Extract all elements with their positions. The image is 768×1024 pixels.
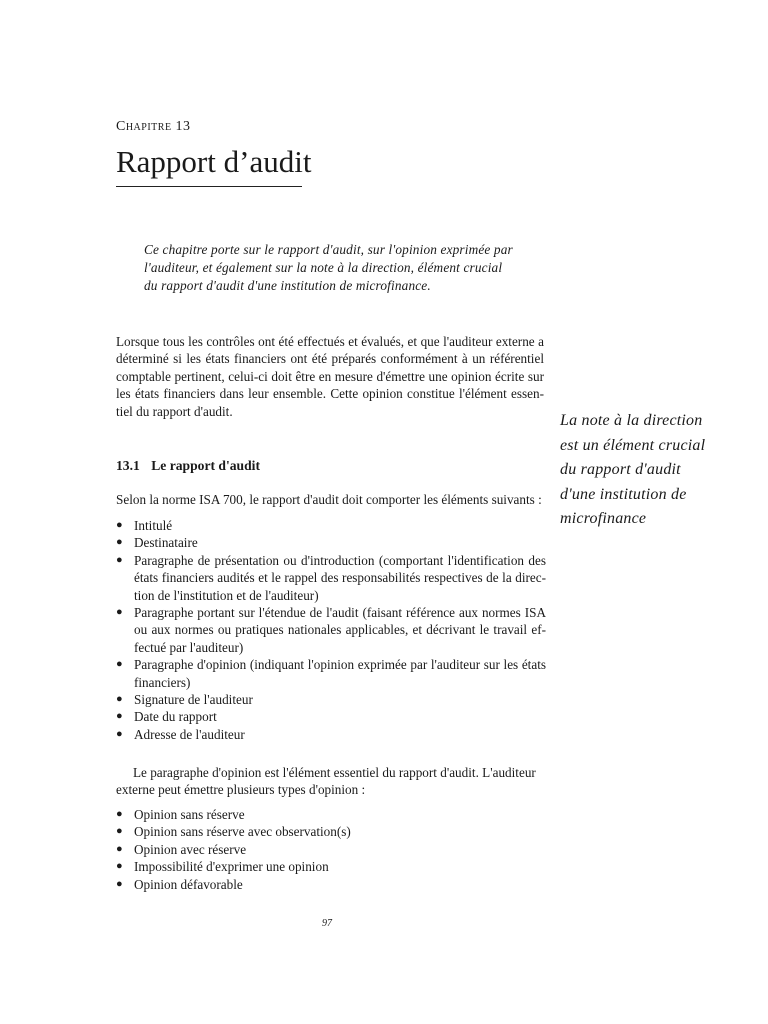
opinion-types-list — [116, 806, 546, 893]
list-item-text: Opinion défavorable — [134, 876, 243, 892]
report-elements-list — [116, 517, 546, 743]
bullet-icon: ● — [116, 710, 123, 723]
chapter-label: Chapitre 13 — [116, 119, 191, 134]
bullet-icon: ● — [116, 536, 123, 549]
list-item-text: Paragraphe d'opinion (indiquant l'opinion exprimée par l'auditeur sur les états — [134, 657, 546, 673]
bullet-icon: ● — [116, 727, 123, 740]
list-item — [116, 841, 546, 858]
list-item — [116, 604, 546, 656]
list-item-text: Destinataire — [134, 535, 198, 551]
list-item — [116, 534, 546, 551]
paragraph-line: externe peut émettre plusieurs types d'opinion : — [116, 782, 366, 798]
list-item-text: ou aux normes ou pratiques nationales applicables, et décrivant le travail ef- — [134, 622, 546, 638]
paragraph-line: Le paragraphe d'opinion est l'élément essentiel du rapport d'audit. L'auditeur — [133, 765, 536, 780]
abstract-line: du rapport d'audit d'une institution de microfinance. — [144, 278, 431, 293]
bullet-icon: ● — [116, 825, 123, 838]
section-lead — [116, 491, 544, 508]
bullet-icon: ● — [116, 860, 123, 873]
opinion-paragraph — [116, 764, 544, 799]
bullet-icon: ● — [116, 553, 123, 566]
bullet-icon: ● — [116, 606, 123, 619]
abstract-line: l'auditeur, et également sur la note à la direction, élément crucial — [144, 260, 503, 275]
margin-note-line: est un élément crucial — [560, 436, 706, 454]
bullet-icon: ● — [116, 519, 123, 531]
list-item — [116, 517, 546, 534]
margin-note-line: du rapport d'audit — [560, 461, 681, 478]
intro-line: déterminé si les états financiers ont été préparés conformément à un référentiel — [116, 351, 544, 367]
bullet-icon: ● — [116, 842, 123, 855]
list-item-text: Signature de l'auditeur — [134, 692, 253, 708]
margin-note-line: microfinance — [560, 510, 647, 527]
list-item-text: Adresse de l'auditeur — [134, 726, 245, 742]
list-item-text: Paragraphe portant sur l'étendue de l'audit (faisant référence aux normes ISA — [134, 605, 546, 621]
list-item — [116, 708, 546, 725]
chapter-abstract — [144, 241, 534, 295]
section-title: Le rapport d'audit — [151, 458, 260, 473]
list-item-text: Impossibilité d'exprimer une opinion — [134, 859, 329, 875]
list-item-text: Opinion sans réserve — [134, 807, 245, 822]
list-item-text: Opinion sans réserve avec observation(s) — [134, 824, 351, 840]
list-item — [116, 823, 546, 840]
margin-note-line: d'une institution de — [560, 485, 687, 503]
list-item-text: Paragraphe de présentation ou d'introduction (comportant l'identification des — [134, 552, 546, 568]
list-item-text: financiers) — [134, 674, 191, 690]
bullet-icon: ● — [116, 658, 123, 671]
intro-line: les états financiers dans leur ensemble. Cette opinion constitue l'élément essen- — [116, 386, 544, 402]
page-number: 97 — [322, 918, 332, 929]
list-item — [116, 691, 546, 708]
margin-note — [560, 409, 730, 532]
list-item-text: Opinion avec réserve — [134, 841, 247, 857]
list-item-text: Intitulé — [134, 518, 173, 533]
bullet-icon: ● — [116, 808, 123, 820]
bullet-icon: ● — [116, 693, 123, 706]
list-item — [116, 876, 546, 893]
list-item-text: états financiers audités et le rappel des responsabilités respectives de la direc- — [134, 570, 546, 586]
intro-line: Lorsque tous les contrôles ont été effectués et évalués, et que l'auditeur externe a — [116, 334, 544, 349]
intro-paragraph — [116, 333, 544, 420]
list-item-text: Date du rapport — [134, 709, 217, 725]
lead-line: Selon la norme ISA 700, le rapport d'audit doit comporter les éléments suivants : — [116, 492, 542, 507]
section-number: 13.1 — [116, 458, 140, 473]
list-item — [116, 726, 546, 743]
list-item-text: fectué par l'auditeur) — [134, 639, 244, 655]
list-item — [116, 858, 546, 875]
chapter-title: Rapport d’audit — [116, 144, 302, 187]
intro-line: tiel du rapport d'audit. — [116, 403, 233, 419]
list-item — [116, 806, 546, 823]
bullet-icon: ● — [116, 877, 123, 890]
section-heading — [116, 458, 260, 474]
list-item — [116, 656, 546, 691]
abstract-line: Ce chapitre porte sur le rapport d'audit, sur l'opinion exprimée par — [144, 242, 513, 257]
list-item-text: tion de l'institution et de l'auditeur) — [134, 587, 319, 603]
margin-note-line: La note à la direction — [560, 412, 703, 429]
list-item — [116, 552, 546, 604]
intro-line: comptable pertinent, celui-ci doit être en mesure d'émettre une opinion écrite sur — [116, 368, 544, 384]
